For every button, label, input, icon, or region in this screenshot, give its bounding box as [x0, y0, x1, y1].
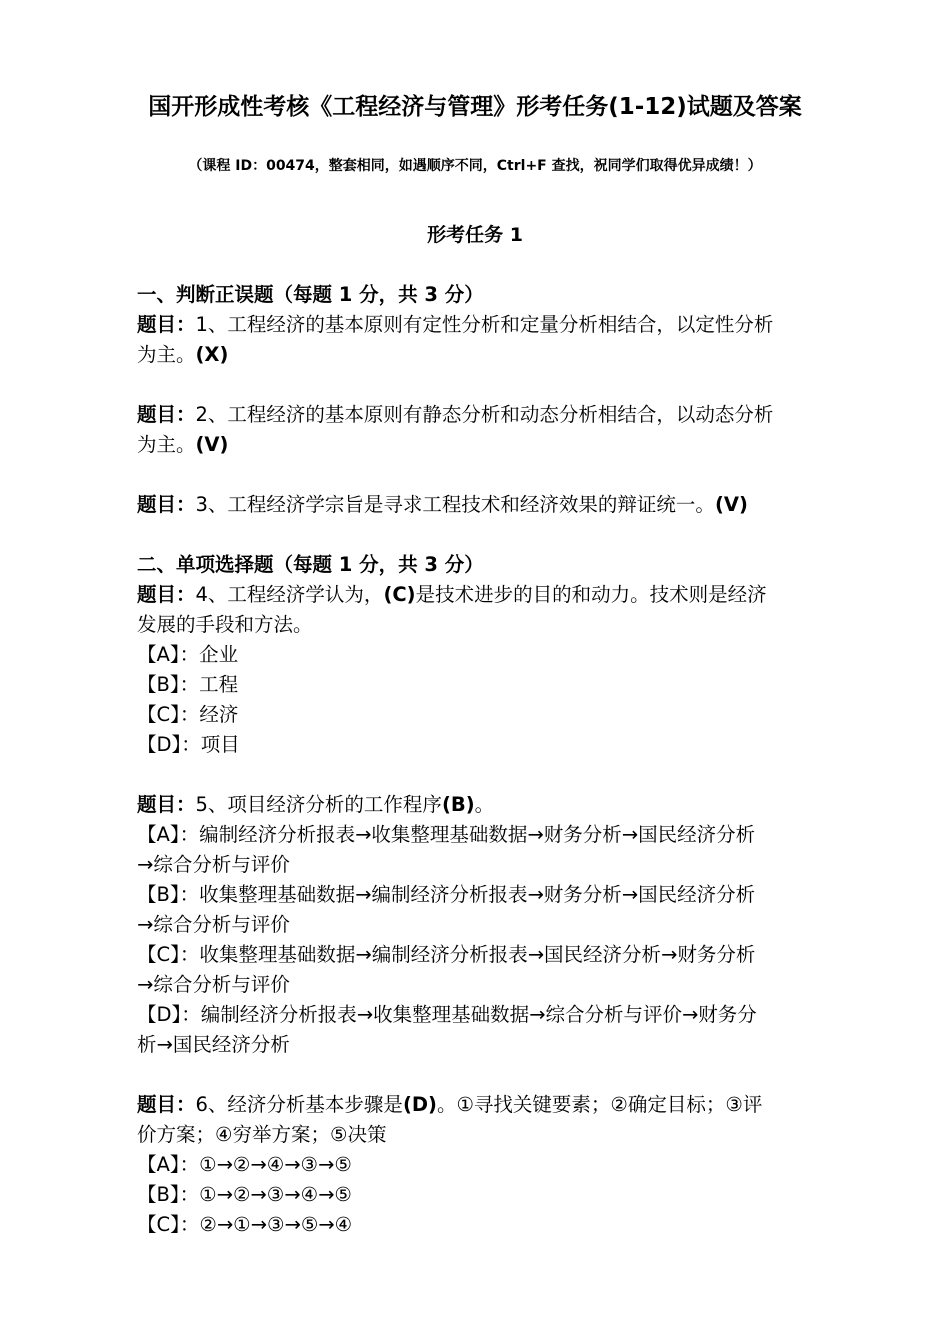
question-label: 题目：	[137, 403, 196, 426]
option-d: 【D】：项目	[137, 733, 240, 756]
question-text: 3、工程经济学宗旨是寻求工程技术和经济效果的辩证统一。	[195, 493, 715, 516]
question-content	[137, 280, 862, 1240]
answer-mark: (V)	[714, 493, 748, 516]
option-a-continued: →综合分析与评价	[137, 853, 290, 876]
question-text: 为主。	[137, 433, 196, 456]
question-6	[137, 1090, 862, 1120]
question-4	[137, 580, 862, 610]
question-text: 是技术进步的目的和动力。技术则是经济	[415, 583, 767, 606]
document-title: 国开形成性考核《工程经济与管理》形考任务(1-12)试题及答案	[148, 94, 802, 120]
section-heading-2: 二、单项选择题（每题 1 分，共 3 分）	[137, 553, 484, 576]
answer-mark: (V)	[195, 433, 229, 456]
question-label: 题目：	[137, 583, 196, 606]
question-text: 2、工程经济的基本原则有静态分析和动态分析相结合，以动态分析	[195, 403, 774, 426]
option-c: 【C】：经济	[137, 703, 239, 726]
option-b: 【B】：①→②→③→④→⑤	[137, 1183, 352, 1206]
question-6-line-2: 价方案；④穷举方案；⑤决策	[137, 1123, 387, 1146]
option-d: 【D】：编制经济分析报表→收集整理基础数据→综合分析与评价→财务分	[137, 1003, 757, 1026]
option-b: 【B】：收集整理基础数据→编制经济分析报表→财务分析→国民经济分析	[137, 883, 756, 906]
option-c-continued: →综合分析与评价	[137, 973, 290, 996]
question-1-line-2	[137, 340, 862, 370]
question-text: 5、项目经济分析的工作程序	[195, 793, 442, 816]
question-text: 4、工程经济学认为，	[195, 583, 384, 606]
task-heading: 形考任务 1	[427, 224, 523, 246]
option-c: 【C】：收集整理基础数据→编制经济分析报表→国民经济分析→财务分析	[137, 943, 756, 966]
question-label: 题目：	[137, 1093, 196, 1116]
question-label: 题目：	[137, 493, 196, 516]
question-4-line-2: 发展的手段和方法。	[137, 613, 313, 636]
answer-mark: (X)	[195, 343, 229, 366]
question-text: 。	[474, 793, 495, 816]
option-b-continued: →综合分析与评价	[137, 913, 290, 936]
question-text: 6、经济分析基本步骤是	[195, 1093, 403, 1116]
option-d-continued: 析→国民经济分析	[137, 1033, 290, 1056]
question-label: 题目：	[137, 793, 196, 816]
answer-mark: (D)	[402, 1093, 437, 1116]
document-subtitle: （课程 ID：00474，整套相同，如遇顺序不同，Ctrl+F 查找，祝同学们取得优异成绩！）	[188, 158, 762, 174]
section-heading-1: 一、判断正误题（每题 1 分，共 3 分）	[137, 283, 484, 306]
option-a: 【A】：①→②→④→③→⑤	[137, 1153, 352, 1176]
question-text: 为主。	[137, 343, 196, 366]
question-label: 题目：	[137, 313, 196, 336]
option-b: 【B】：工程	[137, 673, 239, 696]
question-1	[137, 310, 862, 340]
answer-mark: (B)	[441, 793, 475, 816]
question-2-line-2	[137, 430, 862, 460]
question-2	[137, 400, 862, 430]
question-text: 1、工程经济的基本原则有定性分析和定量分析相结合，以定性分析	[195, 313, 774, 336]
option-c: 【C】：②→①→③→⑤→④	[137, 1213, 353, 1236]
answer-mark: (C)	[383, 583, 416, 606]
option-a: 【A】：编制经济分析报表→收集整理基础数据→财务分析→国民经济分析	[137, 823, 756, 846]
question-text: 。①寻找关键要素；②确定目标；③评	[436, 1093, 763, 1116]
question-5	[137, 790, 862, 820]
question-3	[137, 490, 862, 520]
option-a: 【A】：企业	[137, 643, 239, 666]
